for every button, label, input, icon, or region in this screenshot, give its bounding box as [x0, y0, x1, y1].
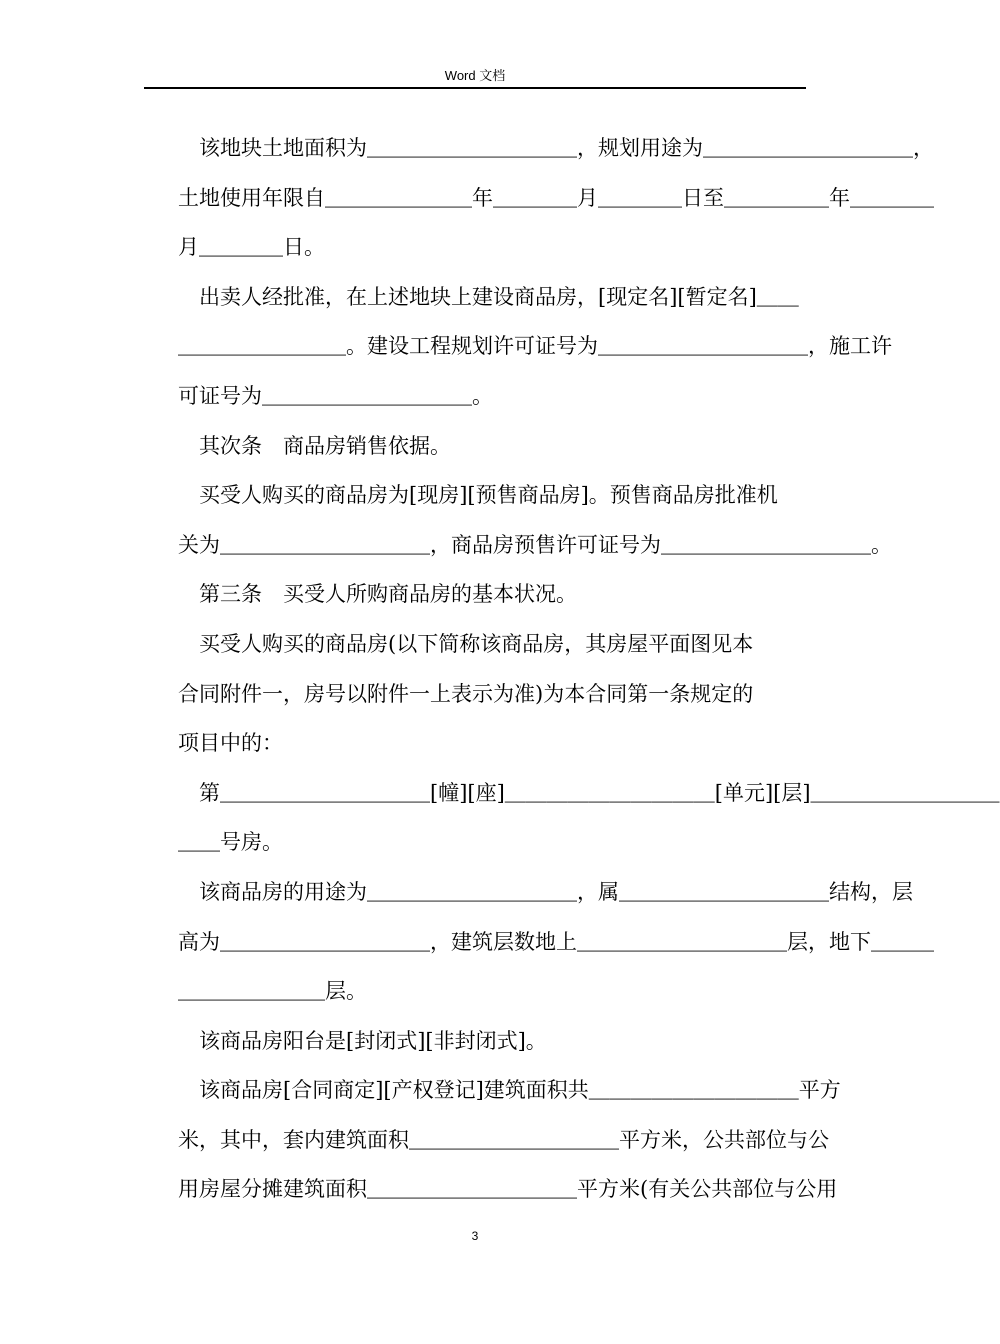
body-line: 该商品房阳台是[封闭式][非封闭式]。 — [178, 1028, 547, 1053]
page-header-title: Word 文档 — [444, 68, 506, 83]
body-line: 该地块土地面积为＿＿＿＿＿＿＿＿＿＿，规划用途为＿＿＿＿＿＿＿＿＿＿， — [178, 136, 934, 160]
body-line: 出卖人经批准，在上述地块上建设商品房，[现定名][暂定名]＿＿ — [178, 284, 799, 309]
body-line: 可证号为＿＿＿＿＿＿＿＿＿＿。 — [178, 383, 493, 408]
body-line: 高为＿＿＿＿＿＿＿＿＿＿，建筑层数地上＿＿＿＿＿＿＿＿＿＿层，地下＿＿＿ — [178, 929, 934, 954]
body-line: 项目中的： — [178, 731, 283, 756]
body-line: 米，其中，套内建筑面积＿＿＿＿＿＿＿＿＿＿平方米，公共部位与公 — [178, 1127, 829, 1152]
body-line: 土地使用年限自＿＿＿＿＿＿＿年＿＿＿＿月＿＿＿＿日至＿＿＿＿＿年＿＿＿＿ — [178, 185, 934, 210]
body-line: ＿＿＿＿＿＿＿＿。建设工程规划许可证号为＿＿＿＿＿＿＿＿＿＿，施工许 — [178, 334, 892, 359]
body-line: 买受人购买的商品房为[现房][预售商品房]。预售商品房批准机 — [178, 483, 778, 508]
body-line: 用房屋分摊建筑面积＿＿＿＿＿＿＿＿＿＿平方米(有关公共部位与公用 — [178, 1177, 838, 1202]
body-line: ＿＿号房。 — [178, 830, 283, 855]
body-line: 该商品房[合同商定][产权登记]建筑面积共＿＿＿＿＿＿＿＿＿＿平方 — [178, 1078, 841, 1103]
header-divider — [144, 87, 806, 89]
body-line: 买受人购买的商品房(以下简称该商品房，其房屋平面图见本 — [178, 631, 754, 656]
body-line: 第＿＿＿＿＿＿＿＿＿＿[幢][座]＿＿＿＿＿＿＿＿＿＿[单元][层]＿＿＿＿＿＿＿＿＿ — [178, 780, 1000, 805]
body-line: ＿＿＿＿＿＿＿层。 — [178, 979, 367, 1004]
page-number: 3 — [471, 1229, 479, 1243]
body-line: 月＿＿＿＿日。 — [178, 235, 325, 260]
section-heading-line: 第三条 买受人所购商品房的基本状况。 — [178, 582, 577, 607]
body-line: 关为＿＿＿＿＿＿＿＿＿＿，商品房预售许可证号为＿＿＿＿＿＿＿＿＿＿。 — [178, 532, 892, 557]
document-body — [178, 124, 1000, 1215]
body-line: 该商品房的用途为＿＿＿＿＿＿＿＿＿＿，属＿＿＿＿＿＿＿＿＿＿结构，层 — [178, 879, 913, 904]
body-line: 合同附件一，房号以附件一上表示为准)为本合同第一条规定的 — [178, 681, 754, 706]
section-heading-line: 其次条 商品房销售依据。 — [178, 433, 451, 458]
